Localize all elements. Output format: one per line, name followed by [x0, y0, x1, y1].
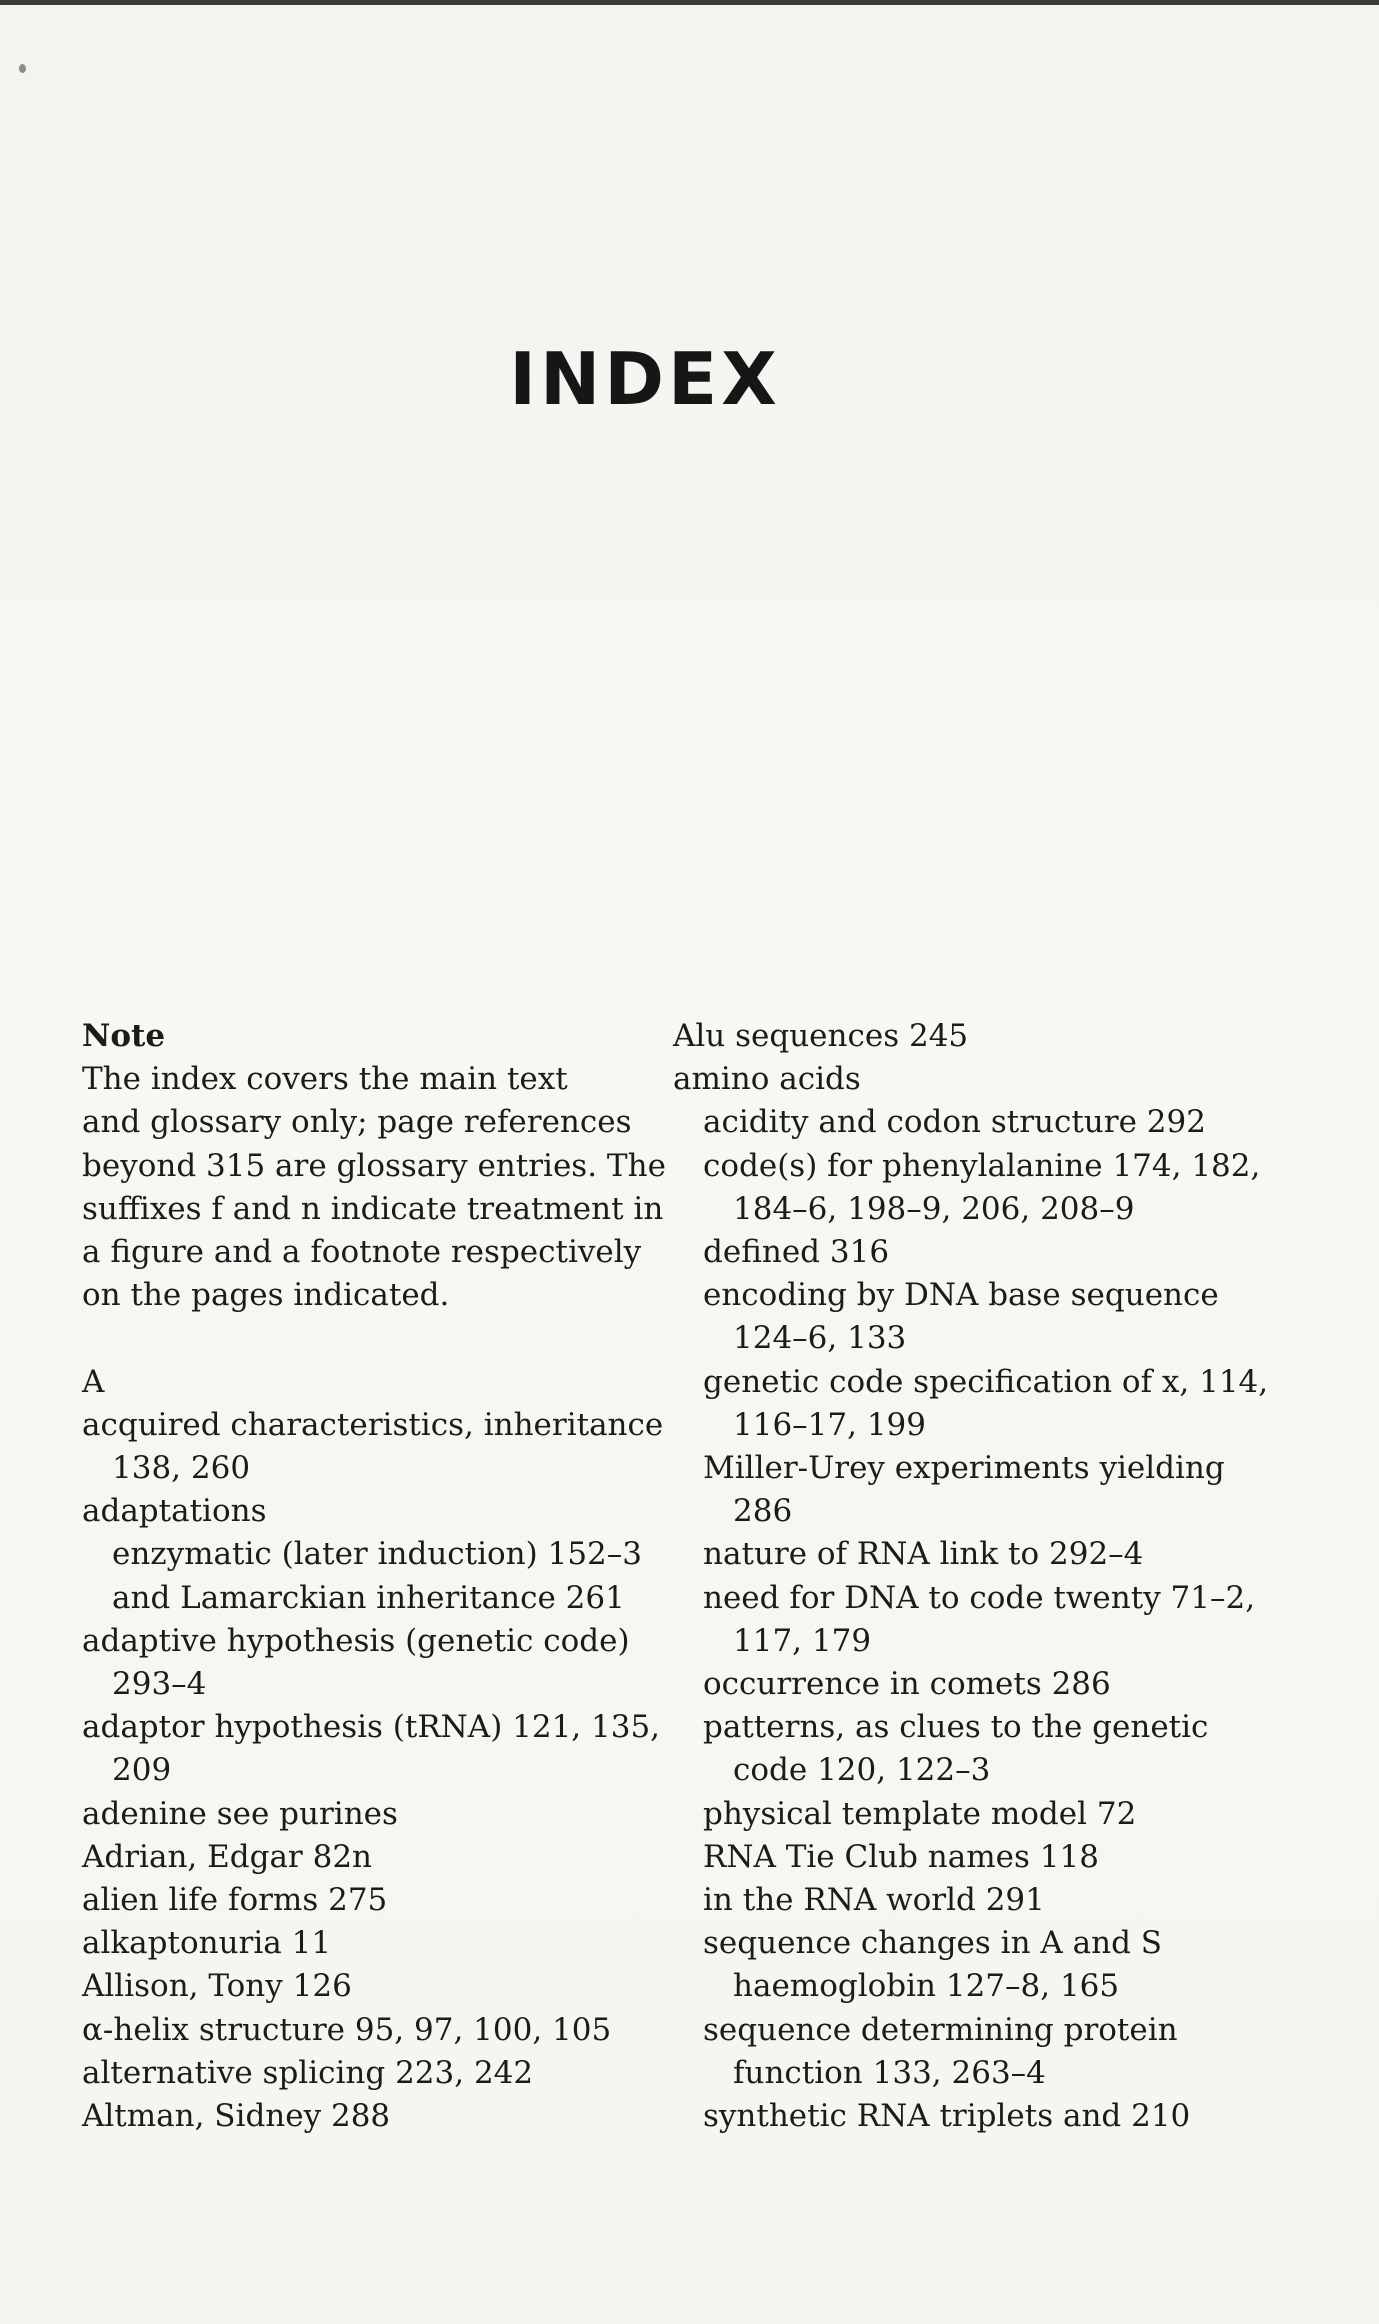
index-subentry: and Lamarckian inheritance 261 [112, 1579, 625, 1616]
index-entry: Adrian, Edgar 82n [82, 1838, 373, 1875]
index-entry: amino acids [673, 1061, 861, 1098]
index-subentry: occurrence in comets 286 [703, 1666, 1111, 1703]
index-subentry-continuation: haemoglobin 127–8, 165 [733, 1968, 1120, 2005]
index-subentry-continuation: 117, 179 [733, 1622, 872, 1659]
index-entry: acquired characteristics, inheritance [82, 1406, 664, 1443]
index-entry: alternative splicing 223, 242 [82, 2054, 534, 2091]
index-subentry: synthetic RNA triplets and 210 [703, 2098, 1191, 2135]
index-subentry: sequence determining protein [703, 2011, 1178, 2048]
index-subentry: in the RNA world 291 [703, 1882, 1045, 1919]
index-subentry-continuation: 184–6, 198–9, 206, 208–9 [733, 1190, 1135, 1227]
index-entry-continuation: 209 [112, 1752, 172, 1789]
index-subentry: RNA Tie Club names 118 [703, 1838, 1099, 1875]
index-column-left [82, 1015, 666, 2138]
index-subentry-continuation: code 120, 122–3 [733, 1752, 991, 1789]
index-subentry: acidity and codon structure 292 [703, 1104, 1206, 1141]
index-entry: adaptor hypothesis (tRNA) 121, 135, [82, 1709, 661, 1746]
note-line: and glossary only; page references [82, 1104, 632, 1141]
note-line: a figure and a footnote respectively [82, 1234, 642, 1271]
index-subentry: patterns, as clues to the genetic [703, 1709, 1209, 1746]
index-entry: adenine see purines [82, 1795, 398, 1832]
index-subentry-continuation: 124–6, 133 [733, 1320, 907, 1357]
index-subentry: code(s) for phenylalanine 174, 182, [703, 1147, 1261, 1184]
index-subentry: enzymatic (later induction) 152–3 [112, 1536, 642, 1573]
note-line: on the pages indicated. [82, 1277, 450, 1314]
index-subentry: sequence changes in A and S [703, 1925, 1163, 1962]
index-subentry: need for DNA to code twenty 71–2, [703, 1579, 1256, 1616]
index-entry-continuation: 138, 260 [112, 1450, 251, 1487]
index-subentry: physical template model 72 [703, 1795, 1137, 1832]
index-subentry: nature of RNA link to 292–4 [703, 1536, 1144, 1573]
note-line: beyond 315 are glossary entries. The [82, 1147, 666, 1184]
index-entry: Alu sequences 245 [673, 1018, 969, 1054]
index-subentry-continuation: 116–17, 199 [733, 1406, 926, 1443]
note-line: The index covers the main text [82, 1061, 568, 1098]
index-subentry: encoding by DNA base sequence [703, 1277, 1219, 1314]
index-subentry: defined 316 [703, 1234, 890, 1271]
index-entry: α-helix structure 95, 97, 100, 105 [82, 2011, 612, 2048]
index-subentry-continuation: 286 [733, 1493, 793, 1530]
index-column-right [673, 1015, 1269, 2138]
index-entry: Allison, Tony 126 [82, 1968, 352, 2005]
index-subentry-continuation: function 133, 263–4 [733, 2054, 1046, 2091]
index-subentry: Miller-Urey experiments yielding [703, 1450, 1225, 1487]
index-entry: alien life forms 275 [82, 1882, 388, 1919]
index-entry: adaptive hypothesis (genetic code) [82, 1622, 630, 1659]
section-spacer [82, 1317, 642, 1360]
page-top-edge [0, 0, 1379, 5]
index-entry: Altman, Sidney 288 [82, 2098, 391, 2135]
section-letter: A [82, 1363, 105, 1400]
paper-speck [19, 64, 26, 73]
index-subentry: genetic code specification of x, 114, [703, 1363, 1269, 1400]
note-line: suffixes f and n indicate treatment in [82, 1190, 664, 1227]
index-entry: adaptations [82, 1493, 267, 1530]
index-entry-continuation: 293–4 [112, 1666, 207, 1703]
index-entry: alkaptonuria 11 [82, 1925, 332, 1962]
note-heading: Note [82, 1018, 166, 1054]
page-title: INDEX [509, 337, 781, 421]
